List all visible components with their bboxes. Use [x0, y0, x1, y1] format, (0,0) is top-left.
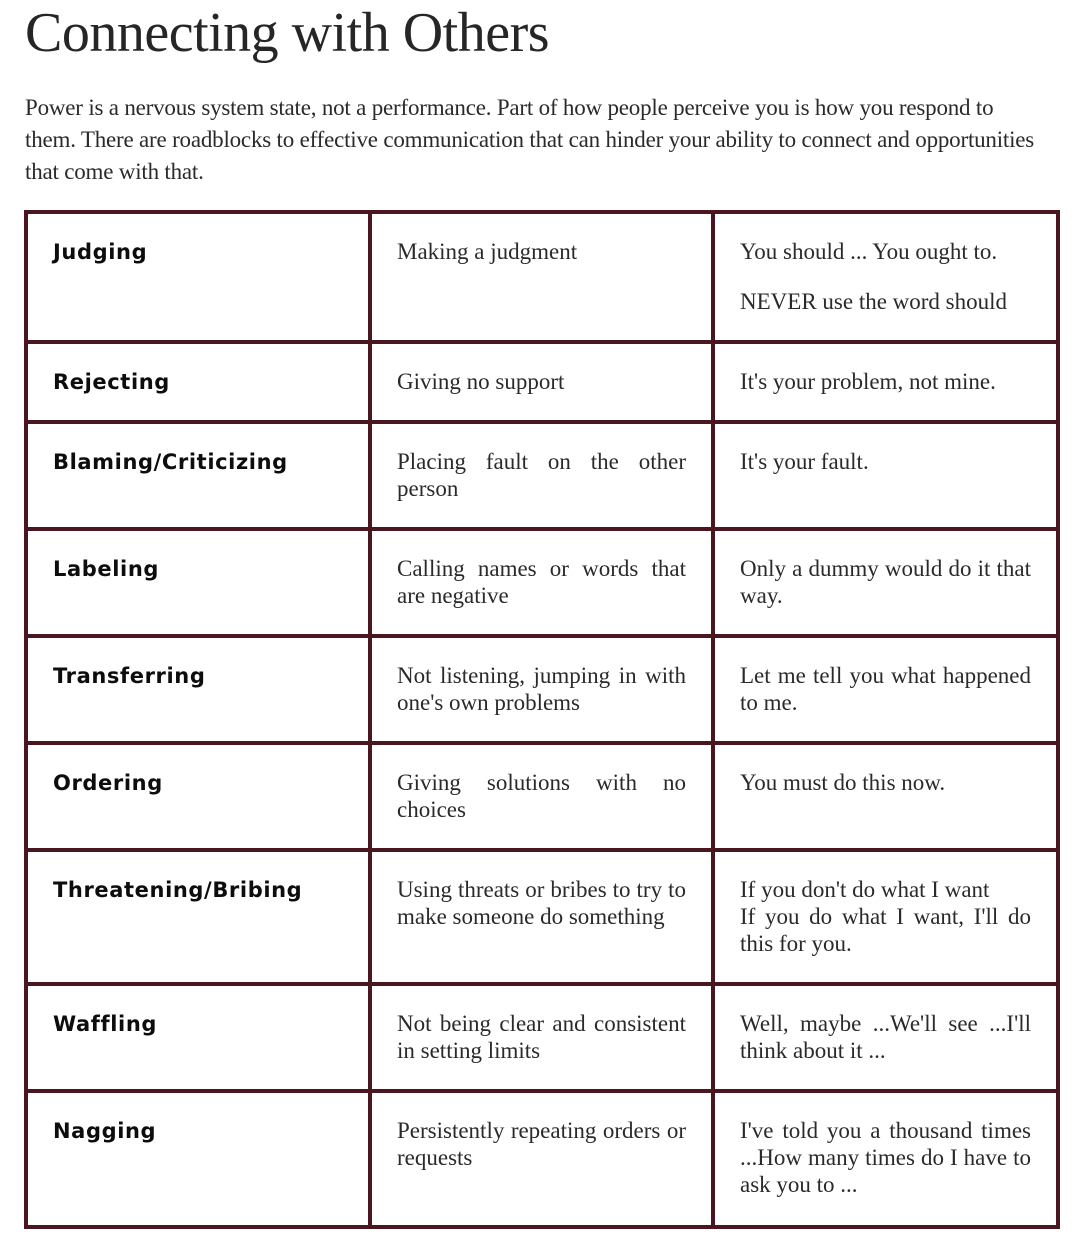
- term-label: Ordering: [53, 771, 163, 795]
- intro-paragraph: Power is a nervous system state, not a performance. Part of how people perceive you is how you respond to them. There are roadblocks to effective communication that can hinder your ability to connect and opportunities that come with that.: [25, 95, 1035, 184]
- description-text: Making a judgment: [397, 239, 578, 264]
- term-cell: [26, 342, 370, 422]
- example-cell: [713, 636, 1058, 743]
- term-label: Judging: [53, 240, 148, 264]
- description-cell: [370, 1091, 713, 1227]
- example-text: You should ... You ought to.: [740, 239, 998, 264]
- description-cell: [370, 529, 713, 636]
- example-cell: [713, 342, 1058, 422]
- term-label: Rejecting: [53, 370, 170, 394]
- description-text: Calling names or words that are negative: [397, 556, 686, 608]
- example-text: Only a dummy would do it that way.: [740, 556, 1031, 608]
- description-text: Persistently repeating orders or requests: [397, 1118, 686, 1170]
- description-cell: [370, 850, 713, 984]
- term-label: Blaming/Criticizing: [53, 450, 288, 474]
- example-text: I've told you a thousand times ...How many times do I have to ask you to ...: [740, 1118, 1031, 1197]
- description-cell: [370, 212, 713, 342]
- description-cell: [370, 636, 713, 743]
- table-row: [26, 743, 1058, 850]
- description-cell: [370, 342, 713, 422]
- term-cell: [26, 529, 370, 636]
- term-cell: [26, 212, 370, 342]
- example-cell: [713, 529, 1058, 636]
- example-text: If you don't do what I want: [740, 877, 990, 902]
- table-row: [26, 1091, 1058, 1227]
- example-cell: [713, 212, 1058, 342]
- example-text: You must do this now.: [740, 770, 946, 795]
- example-cell: [713, 743, 1058, 850]
- table-row: [26, 422, 1058, 529]
- term-label: Transferring: [53, 664, 206, 688]
- example-text: NEVER use the word should: [740, 289, 1008, 314]
- description-text: Using threats or bribes to try to make someone do something: [397, 877, 686, 929]
- example-text: It's your problem, not mine.: [740, 369, 996, 394]
- roadblocks-table: [24, 210, 1060, 1229]
- table-row: [26, 529, 1058, 636]
- description-cell: [370, 422, 713, 529]
- description-cell: [370, 743, 713, 850]
- description-text: Placing fault on the other person: [397, 449, 686, 501]
- term-cell: [26, 850, 370, 984]
- term-cell: [26, 1091, 370, 1227]
- example-text: It's your fault.: [740, 449, 869, 474]
- term-label: Labeling: [53, 557, 160, 581]
- term-cell: [26, 743, 370, 850]
- term-label: Threatening/Bribing: [53, 878, 303, 902]
- example-cell: [713, 1091, 1058, 1227]
- example-text: Let me tell you what happened to me.: [740, 663, 1031, 715]
- example-cell: [713, 422, 1058, 529]
- example-cell: [713, 984, 1058, 1091]
- term-label: Nagging: [53, 1119, 157, 1143]
- table-row: [26, 636, 1058, 743]
- term-cell: [26, 636, 370, 743]
- example-cell: [713, 850, 1058, 984]
- example-text: If you do what I want, I'll do this for you.: [740, 904, 1031, 956]
- table-row: [26, 212, 1058, 342]
- page-title: Connecting with Others: [25, 2, 550, 64]
- description-text: Not being clear and consistent in setting limits: [397, 1011, 686, 1063]
- description-text: Giving solutions with no choices: [397, 770, 686, 822]
- term-cell: [26, 422, 370, 529]
- term-cell: [26, 984, 370, 1091]
- description-text: Not listening, jumping in with one's own problems: [397, 663, 686, 715]
- table-row: [26, 850, 1058, 984]
- term-label: Waffling: [53, 1012, 158, 1036]
- table-row: [26, 342, 1058, 422]
- table-row: [26, 984, 1058, 1091]
- description-text: Giving no support: [397, 369, 565, 394]
- description-cell: [370, 984, 713, 1091]
- example-text: Well, maybe ...We'll see ...I'll think about it ...: [740, 1011, 1031, 1063]
